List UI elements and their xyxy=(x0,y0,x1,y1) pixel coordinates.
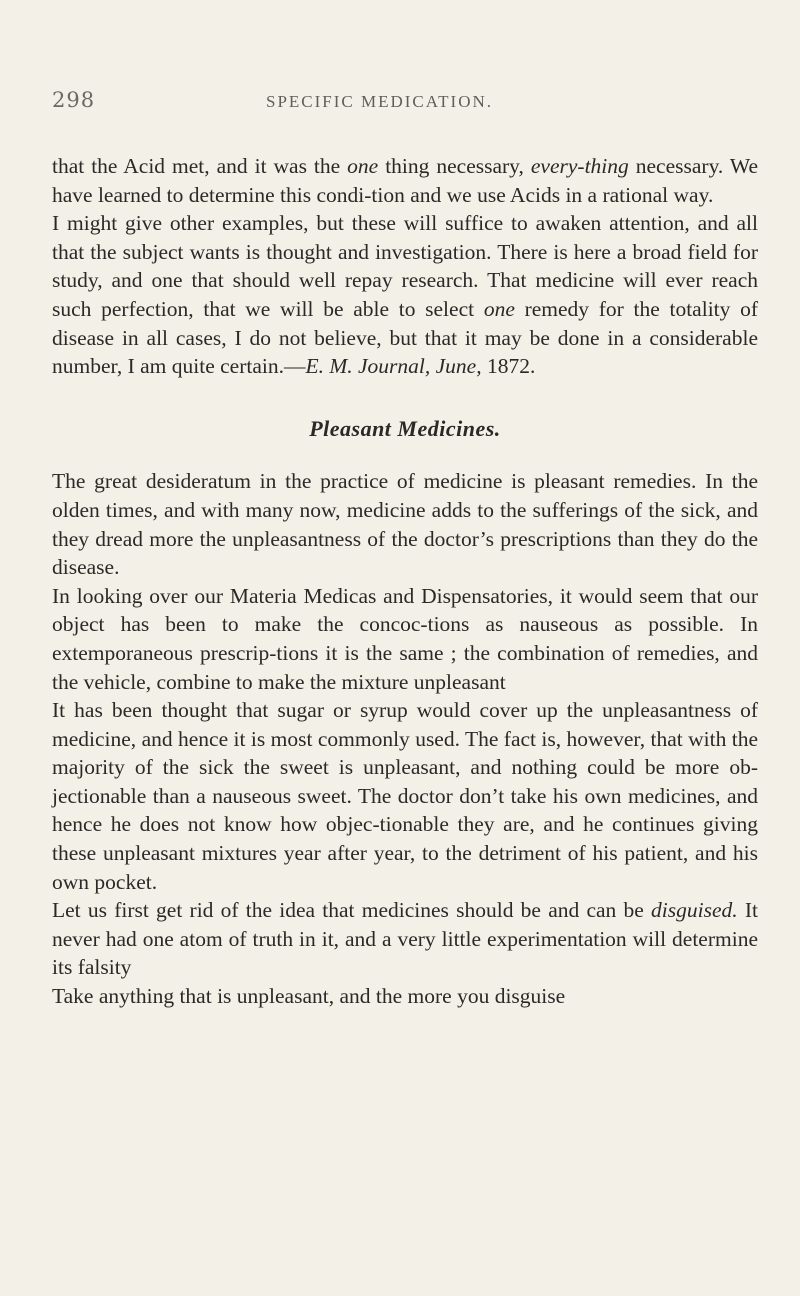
paragraph-disguised: Let us first get rid of the idea that medicines should be and can be disguised. It never had one atom of truth in it, and a very little experimentation will determine its falsity xyxy=(52,898,758,980)
body-text xyxy=(52,152,758,1011)
journal-citation: E. M. Journal, June, xyxy=(305,354,482,379)
paragraph-desideratum: The great desideratum in the practice of medicine is pleasant remedies. In the olden times, and with many now, medicine adds to the sufferings of the sick, and they dread more the unpleasantness of the doctor’s prescriptions than they do the disease. xyxy=(52,469,758,580)
page-number: 298 xyxy=(52,88,96,112)
paragraph-take-anything: Take anything that is unpleasant, and the more you disguise xyxy=(52,984,566,1009)
running-title: SPECIFIC MEDICATION. xyxy=(266,92,494,111)
paragraph-other-examples: I might give other examples, but these will suffice to awaken attention, and all that the subject wants is thought and investigation. There is here a broad field for study, and one that should well repay research. That medicine will ever reach such perfection, that we will be able to select one remedy for the totality of disease in all cases, I do not believe, but that it may be done in a considerable number, I am quite certain.—E. M. Journal, June, 1872. xyxy=(52,211,759,379)
emphasis-everything: every-thing xyxy=(530,154,629,178)
emphasis-one-remedy: one xyxy=(483,296,515,321)
paragraph-materia-medicas: In looking over our Materia Medicas and Dispensatories, it would seem that our object has been to make the concoc-tions as nauseous as possible. In extemporaneous prescrip-tions it is the same ; the combination of remedies, and the vehicle, combine to make the mixture unpleasant xyxy=(52,583,758,694)
paragraph-sugar-syrup: It has been thought that sugar or syrup would cover up the unpleasantness of medicine, and hence it is most commonly used. The fact is, however, that with the majority of the sick the sweet is unpleasant, and nothing could be more ob-jectionable than a nauseous sweet. The doctor don’t take his own medicines, and hence he does not know how objec-tionable they are, and he continues giving these unpleasant mixtures year after year, to the detriment of his patient, and his own pocket. xyxy=(52,698,758,894)
section-heading: Pleasant Medicines. xyxy=(309,415,501,441)
paragraph-acid-conclusion: that the Acid met, and it was the one thing necessary, every-thing necessary. We have learned to determine this condi-tion and we use Acids in a rational way. xyxy=(52,154,758,207)
emphasis-disguised: disguised. xyxy=(651,898,738,923)
emphasis-one: one xyxy=(347,154,379,178)
running-head xyxy=(52,88,762,118)
